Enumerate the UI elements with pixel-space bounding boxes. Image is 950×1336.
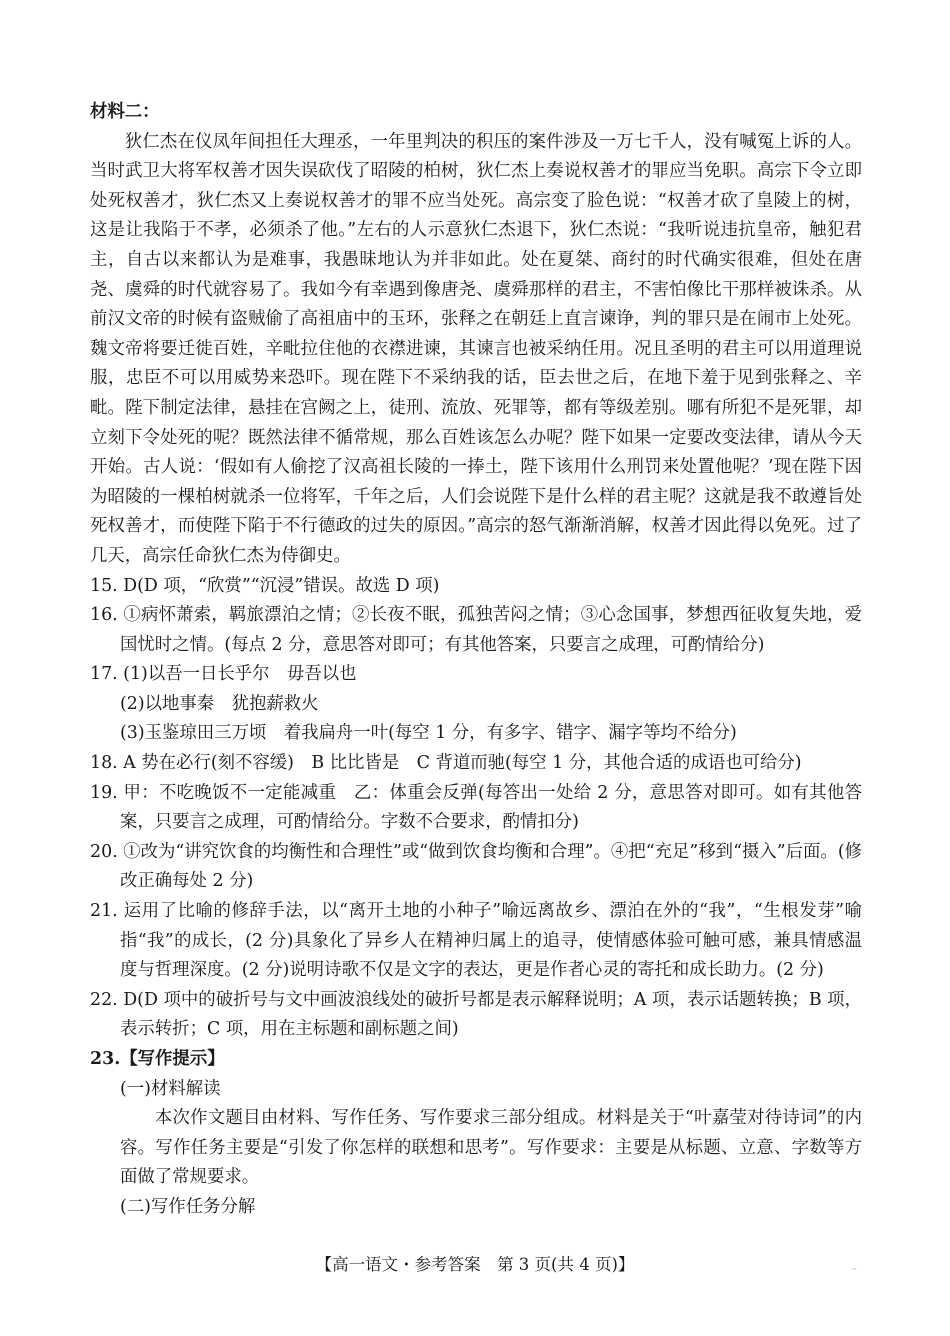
material-heading: 材料二：	[90, 102, 160, 122]
answer-23-heading: 23.【写作提示】	[90, 1049, 225, 1069]
answer-20: 20. ①改为“讲究饮食的均衡性和合理性”或“做到饮食均衡和合理”。④把“充足”移到“摄入”后面。(修改正确每处 2 分)	[90, 841, 862, 892]
answer-22: 22. D(D 项中的破折号与文中画波浪线处的破折号都是表示解释说明；A 项，表示话题转换；B 项，表示转折；C 项，用在主标题和副标题之间)	[90, 989, 862, 1040]
answer-17-1: 17. (1)以吾一日长乎尔 毋吾以也	[90, 664, 357, 685]
answer-17-3: (3)玉鉴琼田三万顷 着我扁舟一叶(每空 1 分，有多字、错字、漏字等均不给分)	[120, 723, 737, 744]
answer-15: 15. D(D 项，“欣赏”“沉浸”错误。故选 D 项)	[90, 575, 440, 596]
answer-19: 19. 甲：不吃晚饭不一定能减重 乙：体重会反弹(每答出一处给 2 分，意思答对即可。如有其他答案，只要言之成理，可酌情给分。字数不合要求，酌情扣分)	[90, 782, 862, 833]
page-content	[90, 98, 862, 1223]
answer-18: 18. A 势在必行(刻不容缓) B 比比皆是 C 背道而驰(每空 1 分，其他合适的成语也可给分)	[90, 753, 802, 774]
answer-21: 21. 运用了比喻的修辞手法，以“离开土地的小种子”喻远离故乡、漂泊在外的“我”，“生根发芽”喻指“我”的成长，(2 分)具象化了异乡人在精神归属上的追寻，使情感体验可触可感，兼具情感温度与哲理深度。(2 分)说明诗歌不仅是文字的表达，更是作者心灵的寄托和成长助力。(2 分)	[90, 901, 862, 981]
answer-23-subheading-1: (一)材料解读	[120, 1078, 221, 1099]
page-footer: 【高一语文・参考答案 第 3 页(共 4 页)】	[315, 1255, 635, 1274]
answer-23-subheading-2: (二)写作任务分解	[120, 1196, 256, 1217]
answer-23-paragraph: 本次作文题目由材料、写作任务、写作要求三部分组成。材料是关于“叶嘉莹对待诗词”的内容。写作任务主要是“引发了你怎样的联想和思考”。写作要求：主要是从标题、立意、字数等方面做了常规要求。	[120, 1108, 862, 1188]
answer-17-2: (2)以地事秦 犹抱薪救火	[120, 693, 319, 714]
material-paragraph: 狄仁杰在仪凤年间担任大理丞，一年里判决的积压的案件涉及一万七千人，没有喊冤上诉的人。当时武卫大将军权善才因失误砍伐了昭陵的柏树，狄仁杰上奏说权善才的罪应当免职。高宗下令立即处死权善才，狄仁杰又上奏说权善才的罪不应当处死。高宗变了脸色说：“权善才砍了皇陵上的树，这是让我陷于不孝，必须杀了他。”左右的人示意狄仁杰退下，狄仁杰说：“我听说违抗皇帝，触犯君主，自古以来都认为是难事，我愚昧地认为并非如此。处在夏桀、商纣的时代确实很难，但处在唐尧、虞舜的时代就容易了。我如今有幸遇到像唐尧、虞舜那样的君主，不害怕像比干那样被诛杀。从前汉文帝的时候有盗贼偷了高祖庙中的玉环，张释之在朝廷上直言谏诤，判的罪只是在闹市上处死。魏文帝将要迁徙百姓，辛毗拉住他的衣襟进谏，其谏言也被采纳任用。况且圣明的君主可以用道理说服，忠臣不可以用威势来恐吓。现在陛下不采纳我的话，臣去世之后，在地下羞于见到张释之、辛毗。陛下制定法律，悬挂在宫阙之上，徒刑、流放、死罪等，都有等级差别。哪有所犯不是死罪，却立刻下令处死的呢？既然法律不循常规，那么百姓该怎么办呢？陛下如果一定要改变法律，请从今天开始。古人说：‘假如有人偷挖了汉高祖长陵的一捧土，陛下该用什么刑罚来处置他呢？’现在陛下因为昭陵的一棵柏树就杀一位将军，千年之后，人们会说陛下是什么样的君主呢？这就是我不敢遵旨处死权善才，而使陛下陷于不行德政的过失的原因。”高宗的怒气渐渐消解，权善才因此得以免死。过了几天，高宗任命狄仁杰为侍御史。	[90, 131, 862, 566]
corner-mark: ··	[852, 1265, 858, 1274]
answer-16: 16. ①病怀萧索，羁旅漂泊之情；②长夜不眠，孤独苦闷之情；③心念国事，梦想西征收复失地，爱国忧时之情。(每点 2 分，意思答对即可；有其他答案，只要言之成理，可酌情给分)	[90, 605, 862, 655]
